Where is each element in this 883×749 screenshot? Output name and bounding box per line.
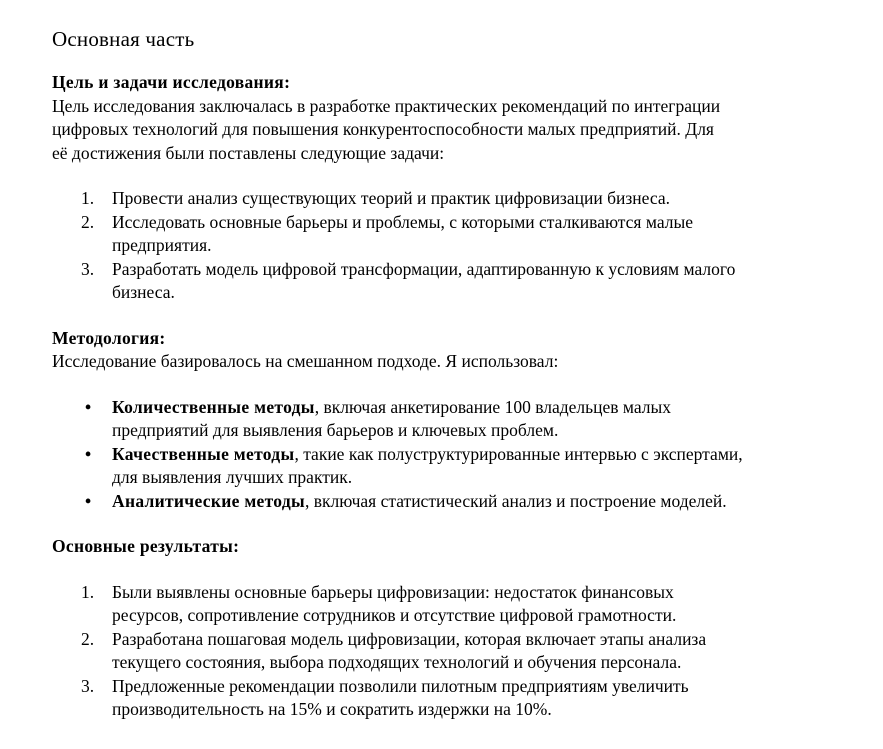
page-title: Основная часть — [52, 27, 195, 51]
document-page — [52, 24, 852, 722]
task-line: предприятия. — [112, 235, 212, 255]
methodology-heading: Методология: — [52, 327, 166, 348]
bullet-icon: • — [85, 443, 92, 464]
method-text: для выявления лучших практик. — [112, 467, 353, 487]
method-name: Аналитические методы — [112, 490, 305, 511]
result-line: ресурсов, сопротивление сотрудников и отсутствие цифровой грамотности. — [112, 605, 677, 625]
task-line: Исследовать основные барьеры и проблемы, с которыми сталкиваются малые — [112, 211, 693, 232]
result-item — [52, 675, 852, 722]
result-number: 2. — [81, 628, 95, 649]
method-text: , такие как полуструктурированные интервью с экспертами, — [294, 443, 743, 464]
bullet-icon: • — [85, 490, 92, 511]
results-heading: Основные результаты: — [52, 536, 240, 556]
goals-paragraph — [52, 95, 852, 166]
task-line: Разработать модель цифровой трансформации, адаптированную к условиям малого — [112, 258, 736, 279]
results-list — [52, 581, 852, 722]
method-item — [52, 396, 852, 443]
methodology-paragraph: Исследование базировалось на смешанном подходе. Я использовал: — [52, 351, 559, 371]
method-item — [52, 490, 852, 514]
result-number: 3. — [81, 675, 95, 696]
method-item — [52, 443, 852, 490]
task-line: бизнеса. — [112, 282, 175, 302]
bullet-icon: • — [85, 396, 92, 417]
methods-list — [52, 396, 852, 514]
result-item — [52, 628, 852, 675]
task-item — [52, 258, 852, 305]
result-line: Разработана пошаговая модель цифровизации, которая включает этапы анализа — [112, 628, 707, 649]
method-text: , включая анкетирование 100 владельцев малых — [314, 396, 671, 417]
goals-paragraph-line: её достижения были поставлены следующие задачи: — [52, 142, 445, 163]
method-name: Качественные методы — [112, 443, 295, 464]
goals-heading: Цель и задачи исследования: — [52, 72, 291, 92]
result-line: Предложенные рекомендации позволили пилотным предприятиям увеличить — [112, 675, 689, 696]
method-text: , включая статистический анализ и построение моделей. — [304, 490, 727, 511]
task-number: 3. — [81, 258, 95, 279]
result-line: текущего состояния, выбора подходящих технологий и обучения персонала. — [112, 652, 682, 672]
task-item — [52, 211, 852, 258]
goals-paragraph-line: цифровых технологий для повышения конкурентоспособности малых предприятий. Для — [52, 119, 714, 139]
method-name: Количественные методы — [112, 396, 315, 417]
method-text: предприятий для выявления барьеров и ключевых проблем. — [112, 420, 559, 440]
task-item — [52, 187, 852, 211]
result-line: производительность на 15% и сократить издержки на 10%. — [112, 699, 552, 719]
task-line: Провести анализ существующих теорий и практик цифровизации бизнеса. — [112, 188, 670, 208]
task-number: 1. — [81, 188, 95, 208]
result-item — [52, 581, 852, 628]
result-line: Были выявлены основные барьеры цифровизации: недостаток финансовых — [112, 581, 674, 602]
result-number: 1. — [81, 581, 95, 602]
goals-paragraph-line: Цель исследования заключалась в разработке практических рекомендаций по интеграции — [52, 95, 721, 116]
tasks-list — [52, 187, 852, 305]
task-number: 2. — [81, 211, 95, 232]
